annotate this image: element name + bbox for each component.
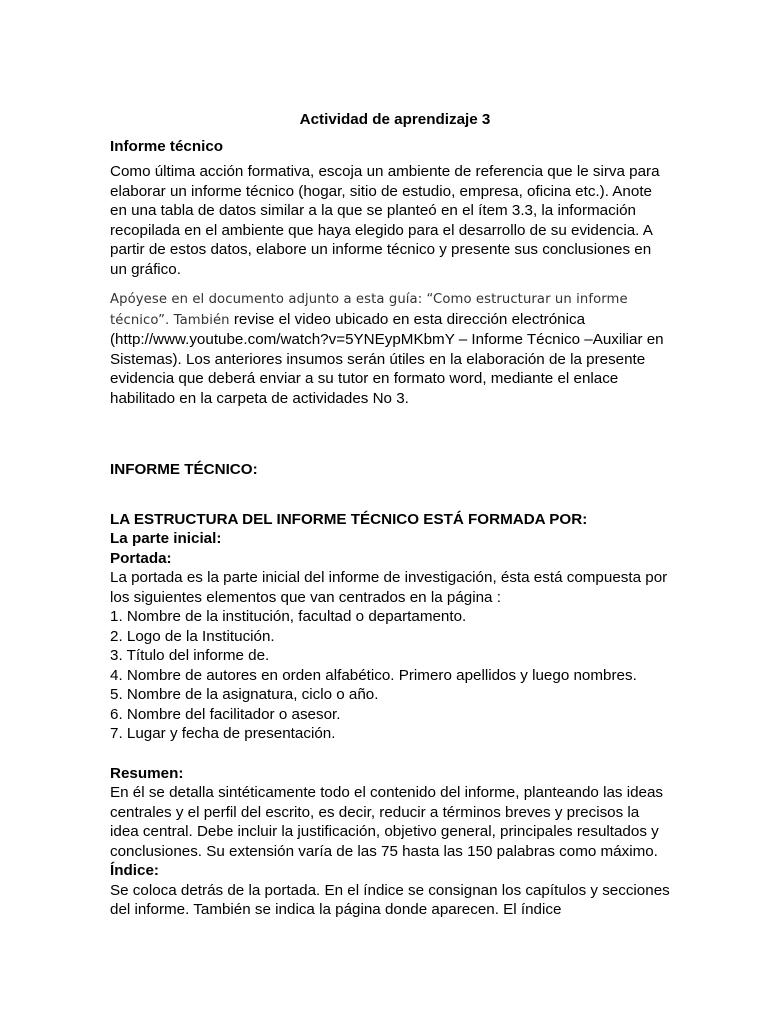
paragraph-portada: La portada es la parte inicial del informe de investigación, ésta está compuesta por los siguientes elementos que van centrados en la página : [110,569,668,606]
heading-parte-inicial: La parte inicial: [110,530,222,547]
list-item: 3. Título del informe de. [110,647,270,664]
document-body [110,110,670,920]
list-item: 2. Logo de la Institución. [110,627,275,645]
paragraph-resumen: En él se detalla sintéticamente todo el contenido del informe, planteando las ideas centrales y el perfil del escrito, es decir, reducir a términos breves y precisos la idea central. Debe incluir la justificación, objetivo general, principales resultados y conclusiones. Su extensión varía de las 75 hasta las 150 palabras como máximo. [110,784,664,860]
list-item: 6. Nombre del facilitador o asesor. [110,705,341,723]
document-title: Actividad de aprendizaje 3 [299,111,491,128]
paragraph-instructions: Como última acción formativa, escoja un ambiente de referencia que le sirva para elaborar un informe técnico (hogar, sitio de estudio, empresa, oficina etc.). Anote en una tabla de datos similar a la que se planteó en el ítem 3.3, la información recopilada en el ambiente que haya elegido para el desarrollo de su evidencia. A partir de estos datos, elabore un informe técnico y presente sus conclusiones en un gráfico. [110,163,660,278]
heading-estructura: LA ESTRUCTURA DEL INFORME TÉCNICO ESTÁ FORMADA POR: [110,510,588,528]
paragraph-references-rest: revise el video ubicado en esta dirección electrónica (http://www.youtube.com/watch?v=5YNEypMKbmY – Informe Técnico –Auxiliar en Sistemas). Los anteriores insumos serán útiles en la elaboración de la presente evidencia que deberá enviar a su tutor en formato word, mediante el enlace habilitado en la carpeta de actividades No 3. [110,310,664,407]
heading-resumen: Resumen: [110,764,184,782]
heading-indice: Índice: [110,862,159,879]
paragraph-indice: Se coloca detrás de la portada. En el índice se consignan los capítulos y secciones del informe. También se indica la página donde aparecen. El índice [110,881,670,918]
section-heading-informe-tecnico: Informe técnico [110,137,224,155]
paragraph-references-lead: Apóyese en el documento adjunto a esta guía: “Como estructurar un informe técnico”. También [110,292,628,328]
heading-portada: Portada: [110,549,172,567]
list-item: 7. Lugar y fecha de presentación. [110,725,336,742]
portada-elements-list [110,607,670,744]
list-item: 5. Nombre de la asignatura, ciclo o año. [110,686,379,703]
paragraph-references [110,289,670,408]
heading-informe-tecnico: INFORME TÉCNICO: [110,461,258,478]
list-item: 1. Nombre de la institución, facultad o departamento. [110,608,467,625]
list-item: 4. Nombre de autores en orden alfabético. Primero apellidos y luego nombres. [110,666,637,684]
